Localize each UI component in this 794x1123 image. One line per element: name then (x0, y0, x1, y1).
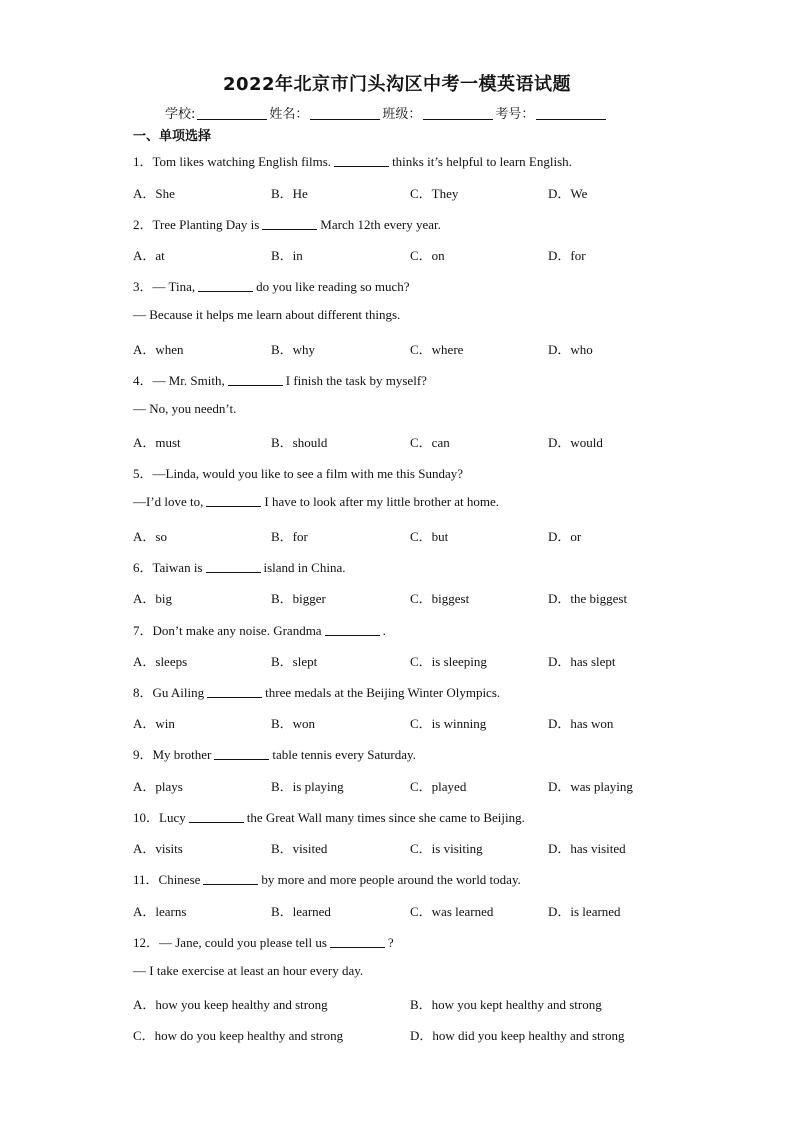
option-c[interactable]: C．They (410, 186, 459, 201)
stem-text: do you like reading so much? (256, 279, 410, 294)
option-b[interactable]: B．for (271, 529, 308, 544)
option-b[interactable]: B．visited (271, 841, 328, 856)
option-d[interactable]: D．We (548, 186, 588, 201)
stem-text: March 12th every year. (320, 217, 441, 232)
answer-blank (206, 494, 261, 507)
answer-blank (206, 560, 261, 573)
stem-text: three medals at the Beijing Winter Olympics. (265, 685, 501, 700)
option-c[interactable]: C．how do you keep healthy and strong (133, 1028, 344, 1043)
answer-blank (214, 747, 269, 760)
option-d[interactable]: D．for (548, 248, 586, 263)
student-info-line (165, 103, 608, 122)
question-stem (133, 276, 410, 295)
option-a[interactable]: A．visits (133, 841, 183, 856)
option-d[interactable]: D．has won (548, 716, 614, 731)
option-d[interactable]: D．or (548, 529, 582, 544)
class-label: 班级： (382, 107, 422, 122)
option-d[interactable]: D．has slept (548, 654, 616, 669)
question-stem: 5．—Linda, would you like to see a film with me this Sunday? (133, 466, 464, 481)
option-b[interactable]: B．He (271, 186, 308, 201)
option-a[interactable]: A．big (133, 591, 173, 606)
option-c[interactable]: C．where (410, 342, 464, 357)
option-b[interactable]: B．slept (271, 654, 318, 669)
question-stem (133, 744, 416, 763)
stem-text: 6．Taiwan is (133, 560, 203, 575)
option-b[interactable]: B．should (271, 435, 328, 450)
option-c[interactable]: C．on (410, 248, 445, 263)
number-blank[interactable] (536, 105, 606, 120)
stem-text: 11．Chinese (133, 872, 201, 887)
option-c[interactable]: C．is sleeping (410, 654, 487, 669)
reply-text: I have to look after my little brother at home. (264, 494, 500, 509)
option-b[interactable]: B．is playing (271, 779, 344, 794)
question-stem (133, 151, 572, 170)
option-c[interactable]: C．is visiting (410, 841, 483, 856)
answer-blank (262, 217, 317, 230)
answer-blank (325, 623, 380, 636)
question-stem (133, 682, 500, 701)
section-heading: 一、单项选择 (133, 129, 212, 144)
stem-text: by more and more people around the world today. (261, 872, 521, 887)
dialogue-reply: — Because it helps me learn about different things. (133, 307, 401, 322)
question-stem (133, 370, 427, 389)
option-c[interactable]: C．was learned (410, 904, 494, 919)
stem-text: 9．My brother (133, 747, 212, 762)
answer-blank (330, 935, 385, 948)
answer-blank (198, 279, 253, 292)
option-a[interactable]: A．She (133, 186, 175, 201)
question-stem (133, 807, 525, 826)
dialogue-reply: — No, you needn’t. (133, 401, 237, 416)
stem-text: 8．Gu Ailing (133, 685, 205, 700)
option-c[interactable]: C．played (410, 779, 467, 794)
option-a[interactable]: A．must (133, 435, 181, 450)
option-b[interactable]: B．won (271, 716, 316, 731)
answer-blank (189, 810, 244, 823)
class-blank[interactable] (423, 105, 493, 120)
option-d[interactable]: D．would (548, 435, 603, 450)
option-a[interactable]: A．sleeps (133, 654, 188, 669)
option-c[interactable]: C．but (410, 529, 449, 544)
answer-blank (228, 373, 283, 386)
option-a[interactable]: A．win (133, 716, 175, 731)
option-d[interactable]: D．who (548, 342, 593, 357)
option-a[interactable]: A．at (133, 248, 165, 263)
option-a[interactable]: A．how you keep healthy and strong (133, 997, 328, 1012)
stem-text: island in China. (263, 560, 346, 575)
option-a[interactable]: A．when (133, 342, 184, 357)
option-c[interactable]: C．can (410, 435, 450, 450)
answer-blank (203, 872, 258, 885)
name-label: 姓名： (269, 107, 309, 122)
stem-text: 4．— Mr. Smith, (133, 373, 225, 388)
stem-text: the Great Wall many times since she came to Beijing. (246, 810, 525, 825)
option-b[interactable]: B．in (271, 248, 303, 263)
option-d[interactable]: D．was playing (548, 779, 633, 794)
school-blank[interactable] (197, 105, 267, 120)
option-b[interactable]: B．learned (271, 904, 331, 919)
stem-text: ? (387, 935, 394, 950)
option-a[interactable]: A．plays (133, 779, 183, 794)
question-stem (133, 214, 441, 233)
option-b[interactable]: B．why (271, 342, 316, 357)
option-d[interactable]: D．has visited (548, 841, 626, 856)
stem-text: I finish the task by myself? (285, 373, 427, 388)
dialogue-reply (133, 494, 499, 510)
stem-text: . (382, 623, 386, 638)
school-label: 学校: (165, 107, 196, 122)
stem-text: 7．Don’t make any noise. Grandma (133, 623, 322, 638)
option-b[interactable]: B．how you kept healthy and strong (410, 997, 602, 1012)
question-stem (133, 557, 345, 576)
stem-text: thinks it’s helpful to learn English. (392, 154, 572, 169)
question-stem (133, 620, 386, 639)
option-b[interactable]: B．bigger (271, 591, 326, 606)
answer-blank (207, 685, 262, 698)
stem-text: 12．— Jane, could you please tell us (133, 935, 327, 950)
page-title: 2022年北京市门头沟区中考一模英语试题 (222, 74, 572, 95)
number-label: 考号： (495, 107, 535, 122)
option-d[interactable]: D．the biggest (548, 591, 628, 606)
dialogue-reply: — I take exercise at least an hour every day. (133, 963, 364, 978)
option-a[interactable]: A．so (133, 529, 167, 544)
option-d[interactable]: D．how did you keep healthy and strong (410, 1028, 625, 1043)
option-d[interactable]: D．is learned (548, 904, 621, 919)
option-a[interactable]: A．learns (133, 904, 187, 919)
option-c[interactable]: C．biggest (410, 591, 470, 606)
stem-text: 3．— Tina, (133, 279, 196, 294)
stem-text: 2．Tree Planting Day is (133, 217, 260, 232)
answer-blank (334, 154, 389, 167)
name-blank[interactable] (310, 105, 380, 120)
option-c[interactable]: C．is winning (410, 716, 487, 731)
reply-text: —I’d love to, (133, 494, 204, 509)
stem-text: table tennis every Saturday. (272, 747, 416, 762)
question-stem (133, 869, 521, 888)
question-stem (133, 932, 394, 951)
stem-text: 10．Lucy (133, 810, 186, 825)
stem-text: 1．Tom likes watching English films. (133, 154, 332, 169)
